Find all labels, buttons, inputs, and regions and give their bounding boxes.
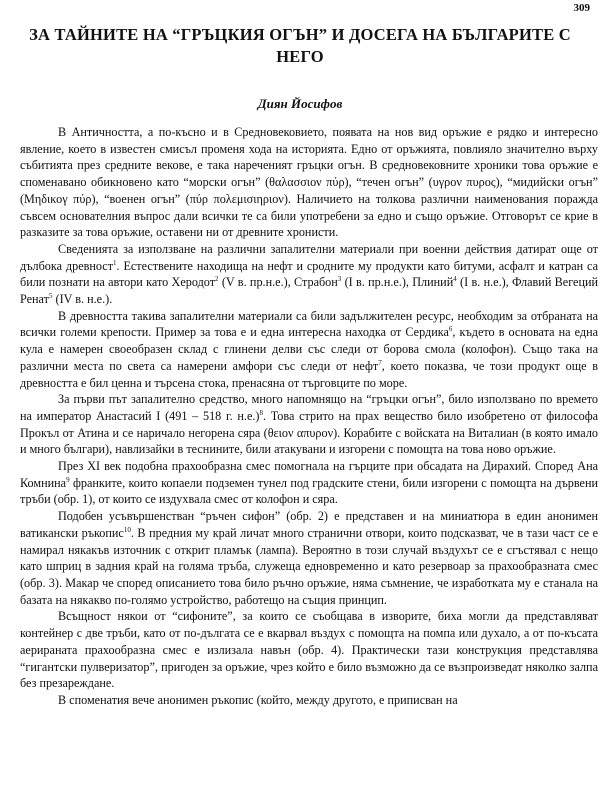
paragraph	[20, 692, 598, 709]
footnote-ref: 7	[378, 358, 382, 367]
footnote-ref: 4	[453, 275, 457, 284]
paragraph	[20, 308, 598, 392]
footnote-ref: 2	[215, 275, 219, 284]
paragraph-text: Сведенията за използване на различни запалителни материали при военни действия датират още от дълбока древност	[20, 241, 598, 273]
paragraph	[20, 391, 598, 458]
paragraph	[20, 124, 598, 241]
paragraph-text: За първи път запалително средство, много напомнящо на “гръцки огън”, било използвано по времето на император Анастасий I (491 – 518 г. н.е.)	[20, 392, 598, 423]
author-name: Диян Йосифов	[257, 96, 343, 111]
footnote-ref: 8	[259, 408, 263, 417]
paragraph-text: Подобен усъвършенстван “ръчен сифон” (обр. 2) е представен и на миниатюра в един анонимен ватикански ръкопис	[20, 509, 598, 540]
paragraph-text: , което показва, че този продукт още в древността е бил ценна и търсена стока, пренасяна от търговците по море.	[20, 358, 598, 390]
paragraph-text: , където в основата на една кула е намерен своеобразен склад с глинени делви със следи от борова смола (колофон). Също така на различни места по света са намерени амфори със следи от нефт	[20, 325, 599, 373]
footnote-ref: 9	[66, 475, 70, 484]
footnote-ref: 6	[448, 325, 453, 334]
paragraph-text: (V в. пр.н.е.), Страбон	[218, 275, 338, 290]
paragraph-text: Всъщност някои от “сифоните”, за които се съобщава в изворите, биха могли да представляват контейнер с две тръби, като от по-дългата се е вкарвал въздух с помощта на помпа или духало, а от по-късата аерираната прахообразна смес е излизала навън (обр. 4). Практически тази конструкция представлява “гигантски пулверизатор”, пригоден за оръжие, чрез който е било възможно да се възпроизведат няколко залпа без презареждане.	[20, 609, 598, 691]
article-body	[20, 124, 598, 709]
paragraph	[20, 608, 598, 692]
paragraph	[20, 241, 598, 308]
paragraph-text: В древността такива запалителни материали са били задължителен ресурс, необходим за отбраната на всички големи крепости. Пример за това е и една интересна находка от Сердика	[20, 308, 598, 340]
paragraph	[20, 508, 598, 608]
footnote-ref: 1	[113, 258, 117, 267]
footnote-ref: 3	[337, 275, 342, 284]
paragraph-text: . В предния му край личат много странични отвори, които подсказват, че в тази част се е намирал някакъв източник с открит пламък (лампа). Вероятно в този случай въздухът се е сгъстявал с нещо като шприц в задния край на голяма тръба, служеща едновременно и като резервоар за прахообразната смес (обр. 3). Макар че според описанието това било ръчно оръжие, няма съмнение, че изработката му е станала на базата на някакво по-голямо устройство, работещо на същия принцип.	[20, 525, 598, 607]
footnote-ref: 5	[48, 291, 53, 300]
paragraph-text: (I в. н.е.), Флавий Вегеций Ренат	[20, 275, 599, 307]
paragraph-text: В Античността, а по-късно и в Средновековието, появата на нов вид оръжие е рядко и интересно явление, което в известен смисъл променя хода на историята. Едно от оръжията, повлияло значително върху събитията през средните векове, е така нареченият гръцки огън. В средновековните хроники това оръжие е споменавано обикновено като “морски огън” (θαλασσιον πύρ), “течен огън” (υγρον πυρος), “мидийски огън” (Μηδικογ πύρ), “военен огън” (πύρ πολεμισιηριον). Наличието на толкова различни наименования поражда съвсем основателния въпрос дали всички те са били употребени за едно и също оръжие. Отговорът се крие в разказите за това оръжие, оставени ни от древните хронисти.	[20, 125, 598, 240]
article-title: ЗА ТАЙНИТЕ НА “ГРЪЦКИЯ ОГЪН” И ДОСЕГА НА БЪЛГАРИТЕ С НЕГО	[29, 25, 571, 66]
paragraph-text: (I в. пр.н.е.), Плиний	[341, 275, 454, 290]
paragraph-text: . Това стрито на прах вещество било изобретено от философа Прокъл от Атина и се наричало негорена сяра (θειον απυρον). Корабите с войската на Виталиан (в която имало и много българи), навлизайки в теснините, били атакувани и изгорени с помощта на това ново оръжие.	[20, 408, 598, 457]
paragraph-text: През XI век подобна прахообразна смес помогнала на гърците при обсадата на Дирахий. Според Ана Комнина	[20, 459, 598, 490]
paragraph-text: В споменатия вече анонимен ръкопис (който, между другото, е приписван на	[58, 692, 458, 707]
paragraph-text: франките, които копаели подземен тунел под градските стени, били изгорени с помощта на дървени тръби (обр. 1), от които се издухвала смес от колофон и сяра.	[20, 475, 598, 507]
paragraph-text: (IV в. н.е.).	[52, 292, 113, 307]
page-number: 309	[573, 2, 590, 14]
footnote-ref: 10	[123, 525, 131, 534]
paragraph	[20, 458, 598, 508]
paragraph-text: . Естествените находища на нефт и сродните му продукти като битуми, асфалт и катран са били познати на автори като Херодот	[20, 258, 598, 290]
